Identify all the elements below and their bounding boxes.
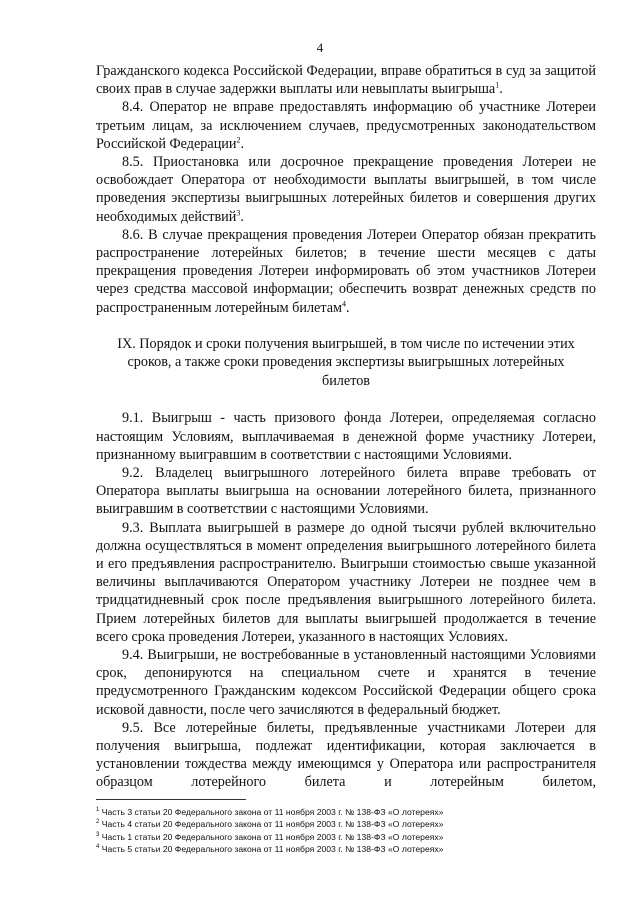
- paragraph-text: 8.5. Приостановка или досрочное прекращение проведения Лотереи не освобождает Оператора от необходимости выплаты выигрышей, в том числе проведения экспертизы выигрышных лотерейных билетов и совершения других необходимых действий: [96, 154, 596, 225]
- paragraph-9-1: 9.1. Выигрыш - часть призового фонда Лотереи, определяемая согласно настоящим Условиям, выплачиваемая в денежной форме участнику Лотереи, признанному выигравшим в соответствии с настоящими Условиями.: [96, 410, 596, 463]
- footnote-text: Часть 4 статьи 20 Федерального закона от 11 ноября 2003 г. № 138-ФЗ «О лотереях»: [101, 819, 444, 830]
- footnote-ref: 3: [236, 207, 241, 217]
- footnote-number: 2: [96, 819, 100, 826]
- paragraph-8-6: [96, 226, 596, 317]
- paragraph-text: 8.6. В случае прекращения проведения Лотереи Оператор обязан прекратить распространение лотерейных билетов; в течение шести месяцев с даты прекращения проведения Лотереи информировать об этом участников Лотереи через средства массовой информации; обеспечить возврат денежных средств по распространенным лотерейным билетам: [96, 226, 596, 316]
- footnotes: [96, 806, 596, 856]
- document-body: [96, 62, 596, 792]
- paragraph-text: 8.4. Оператор не вправе предоставлять информацию об участнике Лотереи третьим лицам, за исключением случаев, предусмотренных законодательством Российской Федерации: [96, 99, 596, 152]
- footnote-4: [96, 843, 596, 855]
- footnote-1: [96, 806, 596, 818]
- paragraph-continuation: [96, 62, 596, 98]
- footnote-number: 1: [96, 807, 100, 814]
- paragraph-9-3: 9.3. Выплата выигрышей в размере до одной тысячи рублей включительно должна осуществляться в момент определения выигрышного лотерейного билета и его предъявления распространителю. Выигрыши стоимостью свыше указанной величины выплачиваются Оператором участнику Лотереи не позднее чем в тридцатидневный срок после предъявления выигрышного лотерейного билета. Прием лотерейных билетов для выплаты выигрышей продолжается в течение всего срока проведения Лотереи, указанного в настоящих Условиях.: [96, 519, 596, 645]
- paragraph-8-5: [96, 153, 596, 226]
- section-heading: IX. Порядок и сроки получения выигрышей, в том числе по истечении этих сроков, а также сроки проведения экспертизы выигрышных лотерейных билетов: [117, 335, 575, 389]
- paragraph-tail: .: [345, 299, 350, 316]
- paragraph-tail: .: [240, 208, 244, 225]
- footnote-2: [96, 818, 596, 830]
- paragraph-tail: .: [240, 135, 245, 152]
- footnote-text: Часть 5 статьи 20 Федерального закона от 11 ноября 2003 г. № 138-ФЗ «О лотереях»: [101, 844, 444, 855]
- paragraph-9-5: 9.5. Все лотерейные билеты, предъявленные участниками Лотереи для получения выигрыша, подлежат идентификации, которая заключается в установлении тождества между имеющимся у Оператора или распространителя образцом лотерейного билета и лотерейным билетом,: [96, 719, 596, 791]
- paragraph-tail: .: [499, 81, 503, 98]
- footnote-ref: 1: [495, 80, 500, 90]
- page-number: 4: [316, 40, 324, 55]
- footnote-ref: 4: [341, 298, 346, 308]
- footnote-number: 3: [96, 831, 100, 838]
- footnote-number: 4: [96, 844, 100, 851]
- paragraph-9-4: 9.4. Выигрыши, не востребованные в установленный настоящими Условиями срок, депонируются на специальном счете и хранятся в течение предусмотренного Гражданским кодексом Российской Федерации общего срока исковой давности, после чего зачисляются в федеральный бюджет.: [96, 646, 596, 718]
- footnote-3: [96, 831, 596, 843]
- footnote-text: Часть 1 статьи 20 Федерального закона от 11 ноября 2003 г. № 138-ФЗ «О лотереях»: [101, 831, 444, 842]
- paragraph-9-2: 9.2. Владелец выигрышного лотерейного билета вправе требовать от Оператора выплаты выигрыша на основании лотерейного билета, признанного выигравшим в соответствии с настоящими Условиями.: [96, 464, 596, 518]
- paragraph-8-4: [96, 98, 596, 153]
- paragraph-text: Гражданского кодекса Российской Федерации, вправе обратиться в суд за защитой своих прав в случае задержки выплаты или невыплаты выигрыша: [96, 63, 596, 98]
- footnote-divider: [96, 799, 246, 800]
- footnote-text: Часть 3 статьи 20 Федерального закона от 11 ноября 2003 г. № 138-ФЗ «О лотереях»: [101, 807, 444, 817]
- footnote-ref: 2: [236, 135, 241, 145]
